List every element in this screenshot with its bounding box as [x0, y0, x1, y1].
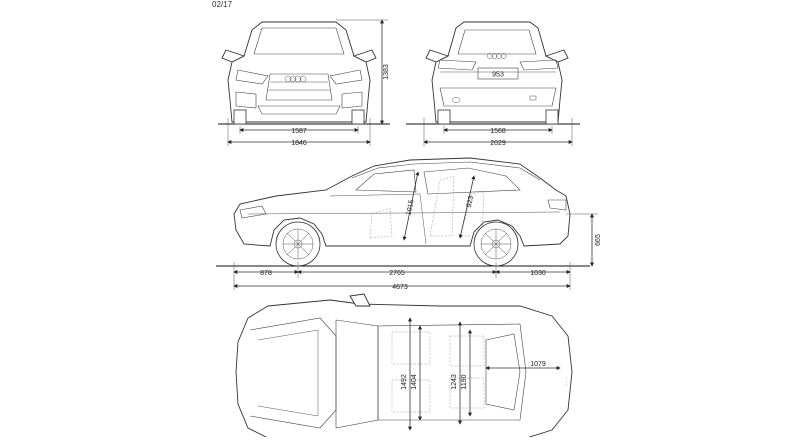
dim-overall-length: 4673: [392, 284, 408, 291]
dim-wheelbase: 2765: [389, 270, 405, 277]
dim-trunk-length: 1079: [530, 361, 546, 368]
page-number: 02/17: [212, 0, 233, 9]
dim-track-rear: 1568: [490, 128, 506, 135]
dim-track-front: 1587: [291, 128, 307, 135]
dim-shoulder-front: 1492: [401, 374, 408, 390]
dim-width-mirrors: 2029: [490, 140, 506, 147]
top-body-outline: [236, 300, 572, 437]
front-view: [218, 20, 390, 147]
dim-headroom-rear: 923: [465, 195, 476, 209]
dim-overall-height: 1383: [383, 64, 390, 80]
dim-elbow-rear: 1190: [461, 374, 468, 390]
rear-view: [406, 22, 580, 147]
dim-rear-overhang: 1030: [530, 270, 546, 277]
dim-width: 1846: [291, 140, 307, 147]
dim-elbow-front: 1404: [411, 374, 418, 390]
dim-front-overhang: 878: [260, 270, 272, 277]
dim-trunk-height: 665: [595, 234, 602, 246]
front-wheel: [276, 222, 320, 266]
rear-wheel: [474, 222, 518, 266]
svg-text:· · ·: · · ·: [564, 378, 570, 386]
plate-number: 953: [492, 71, 504, 79]
dim-shoulder-rear: 1243: [451, 374, 458, 390]
dim-headroom-front: 1015: [405, 199, 416, 217]
side-view: [216, 158, 602, 291]
top-view: [236, 294, 572, 437]
